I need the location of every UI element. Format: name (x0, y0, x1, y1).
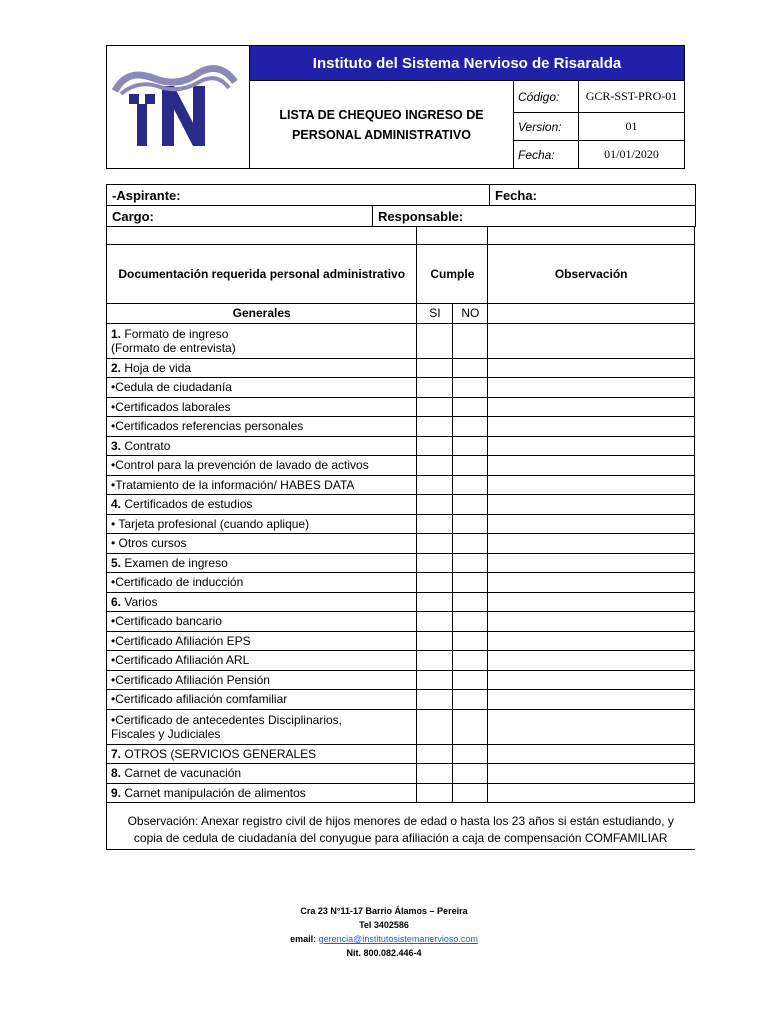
item-line (111, 517, 416, 531)
si-checkbox-cell[interactable] (417, 378, 453, 398)
item-label (107, 495, 417, 515)
si-checkbox-cell[interactable] (417, 690, 453, 710)
checklist-row (107, 651, 695, 671)
col-si: SI (417, 304, 453, 324)
no-checkbox-cell[interactable] (453, 670, 488, 690)
item-text: •Certificados laborales (111, 399, 231, 414)
item-text: •Certificado afiliación comfamiliar (111, 692, 288, 707)
item-line (111, 419, 416, 433)
no-checkbox-cell[interactable] (453, 592, 488, 612)
si-checkbox-cell[interactable] (417, 670, 453, 690)
item-text: •Certificado Afiliación Pensión (111, 672, 270, 687)
version-value: 01 (579, 113, 685, 141)
item-line (111, 634, 416, 648)
col-doc-header: Documentación requerida personal administrativo (107, 245, 417, 304)
si-checkbox-cell[interactable] (417, 436, 453, 456)
observation-cell[interactable] (488, 397, 695, 417)
fecha-label: Fecha: (514, 141, 579, 169)
observation-cell[interactable] (488, 378, 695, 398)
section-generales: Generales (107, 304, 417, 324)
item-number: 4. (111, 497, 122, 512)
checklist-table (106, 226, 695, 850)
item-label (107, 417, 417, 437)
si-checkbox-cell[interactable] (417, 573, 453, 593)
item-text: Formato de ingreso (124, 326, 229, 341)
no-checkbox-cell[interactable] (453, 631, 488, 651)
item-number: 6. (111, 594, 122, 609)
checklist-row (107, 397, 695, 417)
si-checkbox-cell[interactable] (417, 323, 453, 358)
si-checkbox-cell[interactable] (417, 417, 453, 437)
si-checkbox-cell[interactable] (417, 475, 453, 495)
institute-name: Instituto del Sistema Nervioso de Risaralda (250, 46, 685, 81)
observation-cell[interactable] (488, 764, 695, 784)
item-line (111, 614, 416, 628)
item-line (111, 400, 416, 414)
checklist-row (107, 573, 695, 593)
item-line (111, 439, 416, 453)
codigo-value: GCR-SST-PRO-01 (579, 81, 685, 113)
item-line (111, 786, 416, 800)
no-checkbox-cell[interactable] (453, 690, 488, 710)
checklist-row (107, 783, 695, 803)
si-checkbox-cell[interactable] (417, 592, 453, 612)
no-checkbox-cell[interactable] (453, 495, 488, 515)
item-label (107, 534, 417, 554)
logo-cell (107, 46, 250, 169)
observation-cell[interactable] (488, 573, 695, 593)
checklist-items (107, 323, 695, 803)
checklist-row (107, 378, 695, 398)
item-number: 7. (111, 746, 122, 761)
si-checkbox-cell[interactable] (417, 631, 453, 651)
checklist-row (107, 358, 695, 378)
item-line (111, 327, 416, 341)
applicant-table (106, 184, 696, 227)
no-checkbox-cell[interactable] (453, 514, 488, 534)
observation-cell[interactable] (488, 495, 695, 515)
item-line (111, 575, 416, 589)
footer-address: Cra 23 N°11-17 Barrio Álamos – Pereira (300, 906, 468, 916)
si-checkbox-cell[interactable] (417, 651, 453, 671)
item-label (107, 436, 417, 456)
si-checkbox-cell[interactable] (417, 534, 453, 554)
item-label (107, 764, 417, 784)
title-line-1: LISTA DE CHEQUEO INGRESO DE (279, 107, 484, 122)
si-checkbox-cell[interactable] (417, 397, 453, 417)
no-checkbox-cell[interactable] (453, 553, 488, 573)
no-checkbox-cell[interactable] (453, 744, 488, 764)
item-text: Hoja de vida (124, 360, 192, 375)
item-label (107, 612, 417, 632)
item-line (111, 497, 416, 511)
checklist-row (107, 323, 695, 358)
si-checkbox-cell[interactable] (417, 709, 453, 744)
item-label (107, 631, 417, 651)
item-line (111, 380, 416, 394)
item-line (111, 595, 416, 609)
item-line (111, 536, 416, 550)
observation-cell[interactable] (488, 417, 695, 437)
observation-cell[interactable] (488, 358, 695, 378)
logo-text: ISN (171, 153, 185, 162)
observation-cell[interactable] (488, 436, 695, 456)
item-number: 3. (111, 438, 122, 453)
item-line (111, 361, 416, 375)
observation-cell[interactable] (488, 651, 695, 671)
note-line-2: copia de cedula de ciudadanía del conyugue para afiliación a caja de compensación COMFAMILIAR (133, 831, 668, 845)
item-label (107, 783, 417, 803)
observation-cell[interactable] (488, 709, 695, 744)
item-label (107, 397, 417, 417)
checklist-row (107, 670, 695, 690)
checklist-row (107, 612, 695, 632)
item-line (111, 713, 416, 727)
si-checkbox-cell[interactable] (417, 495, 453, 515)
observation-cell[interactable] (488, 514, 695, 534)
item-text: Examen de ingreso (124, 555, 228, 570)
observation-cell[interactable] (488, 553, 695, 573)
item-label (107, 378, 417, 398)
item-label (107, 744, 417, 764)
checklist-row (107, 514, 695, 534)
version-label: Version: (514, 113, 579, 141)
no-checkbox-cell[interactable] (453, 323, 488, 358)
item-text: •Tratamiento de la información/ HABES DATA (111, 477, 355, 492)
checklist-row (107, 631, 695, 651)
observation-cell[interactable] (488, 744, 695, 764)
item-label (107, 690, 417, 710)
col-cumple-header: Cumple (417, 245, 488, 304)
item-label (107, 592, 417, 612)
no-checkbox-cell[interactable] (453, 417, 488, 437)
item-text: Contrato (124, 438, 171, 453)
item-label (107, 573, 417, 593)
observation-cell[interactable] (488, 612, 695, 632)
item-number: 1. (111, 326, 122, 341)
si-checkbox-cell[interactable] (417, 783, 453, 803)
checklist-row (107, 417, 695, 437)
isn-logo (107, 46, 249, 165)
item-line (111, 747, 416, 761)
page-footer (0, 904, 768, 960)
si-checkbox-cell[interactable] (417, 744, 453, 764)
item-text: • Tarjeta profesional (cuando aplique) (111, 516, 310, 531)
item-label (107, 358, 417, 378)
codigo-label: Código: (514, 81, 579, 113)
item-line (111, 478, 416, 492)
item-text: •Control para la prevención de lavado de activos (111, 458, 369, 473)
title-line-2: PERSONAL ADMINISTRATIVO (292, 127, 471, 142)
footer-email-link[interactable]: gerencia@institutosistemanervioso.com (318, 934, 478, 944)
si-checkbox-cell[interactable] (417, 358, 453, 378)
item-label (107, 670, 417, 690)
item-text: •Certificado de antecedentes Disciplinarios, (111, 712, 342, 727)
si-checkbox-cell[interactable] (417, 456, 453, 476)
no-checkbox-cell[interactable] (453, 475, 488, 495)
cargo-field[interactable]: Cargo: (107, 206, 373, 227)
item-text-cont: (Formato de entrevista) (111, 340, 236, 355)
item-text: Carnet de vacunación (124, 766, 242, 781)
observation-cell[interactable] (488, 534, 695, 554)
checklist-row (107, 764, 695, 784)
item-text: Certificados de estudios (124, 497, 253, 512)
observation-cell[interactable] (488, 631, 695, 651)
checklist-row (107, 475, 695, 495)
no-checkbox-cell[interactable] (453, 397, 488, 417)
item-line (111, 556, 416, 570)
item-text: •Certificado bancario (111, 614, 222, 629)
item-label (107, 323, 417, 358)
aspirante-field[interactable]: -Aspirante: (107, 185, 490, 206)
checklist-row (107, 592, 695, 612)
checklist-row (107, 534, 695, 554)
item-label (107, 456, 417, 476)
si-checkbox-cell[interactable] (417, 514, 453, 534)
no-checkbox-cell[interactable] (453, 436, 488, 456)
no-checkbox-cell[interactable] (453, 456, 488, 476)
item-line (111, 458, 416, 472)
checklist-row (107, 553, 695, 573)
item-text: •Cedula de ciudadanía (111, 380, 232, 395)
item-number: 5. (111, 555, 122, 570)
item-label (107, 475, 417, 495)
no-checkbox-cell[interactable] (453, 709, 488, 744)
col-no: NO (453, 304, 488, 324)
no-checkbox-cell[interactable] (453, 783, 488, 803)
item-text: •Certificado de inducción (111, 575, 244, 590)
item-text: •Certificado Afiliación ARL (111, 653, 250, 668)
no-checkbox-cell[interactable] (453, 573, 488, 593)
note-line-1: Observación: Anexar registro civil de hijos menores de edad o hasta los 23 años si están estudiando, y (127, 814, 674, 828)
item-number: 8. (111, 766, 122, 781)
footer-nit: Nit. 800.082.446-4 (346, 948, 422, 958)
item-line (111, 766, 416, 780)
item-text: Carnet manipulación de alimentos (124, 785, 306, 800)
si-checkbox-cell[interactable] (417, 764, 453, 784)
item-label (107, 651, 417, 671)
observation-cell[interactable] (488, 592, 695, 612)
no-checkbox-cell[interactable] (453, 534, 488, 554)
footer-email-label: email: (290, 934, 317, 944)
fecha-value: 01/01/2020 (579, 141, 685, 169)
si-checkbox-cell[interactable] (417, 553, 453, 573)
observation-cell[interactable] (488, 475, 695, 495)
no-checkbox-cell[interactable] (453, 764, 488, 784)
checklist-row (107, 709, 695, 744)
observation-cell[interactable] (488, 690, 695, 710)
item-text: • Otros cursos (111, 536, 187, 551)
si-checkbox-cell[interactable] (417, 612, 453, 632)
item-text: OTROS (SERVICIOS GENERALES (124, 746, 317, 761)
col-obs-header: Observación (488, 245, 695, 304)
fecha-field[interactable]: Fecha: (490, 185, 696, 206)
item-label (107, 514, 417, 534)
observation-cell[interactable] (488, 670, 695, 690)
item-text-cont: Fiscales y Judiciales (111, 726, 221, 741)
item-label (107, 709, 417, 744)
checklist-row (107, 456, 695, 476)
no-checkbox-cell[interactable] (453, 378, 488, 398)
checklist-row (107, 744, 695, 764)
footer-phone: Tel 3402586 (359, 920, 409, 930)
item-label (107, 553, 417, 573)
item-text: Varios (124, 594, 158, 609)
observation-cell[interactable] (488, 323, 695, 358)
checklist-row (107, 495, 695, 515)
item-line (111, 673, 416, 687)
item-text: •Certificados referencias personales (111, 419, 304, 434)
document-header (106, 45, 685, 169)
item-line (111, 653, 416, 667)
item-number: 9. (111, 785, 122, 800)
item-number: 2. (111, 360, 122, 375)
checklist-row (107, 436, 695, 456)
no-checkbox-cell[interactable] (453, 358, 488, 378)
observation-cell[interactable] (488, 456, 695, 476)
observation-note (107, 803, 695, 850)
checklist-row (107, 690, 695, 710)
item-line (111, 692, 416, 706)
footer-email-line (0, 932, 768, 946)
item-text: •Certificado Afiliación EPS (111, 633, 251, 648)
observation-cell[interactable] (488, 783, 695, 803)
document-title (250, 81, 514, 169)
responsable-field[interactable]: Responsable: (373, 206, 696, 227)
no-checkbox-cell[interactable] (453, 612, 488, 632)
no-checkbox-cell[interactable] (453, 651, 488, 671)
